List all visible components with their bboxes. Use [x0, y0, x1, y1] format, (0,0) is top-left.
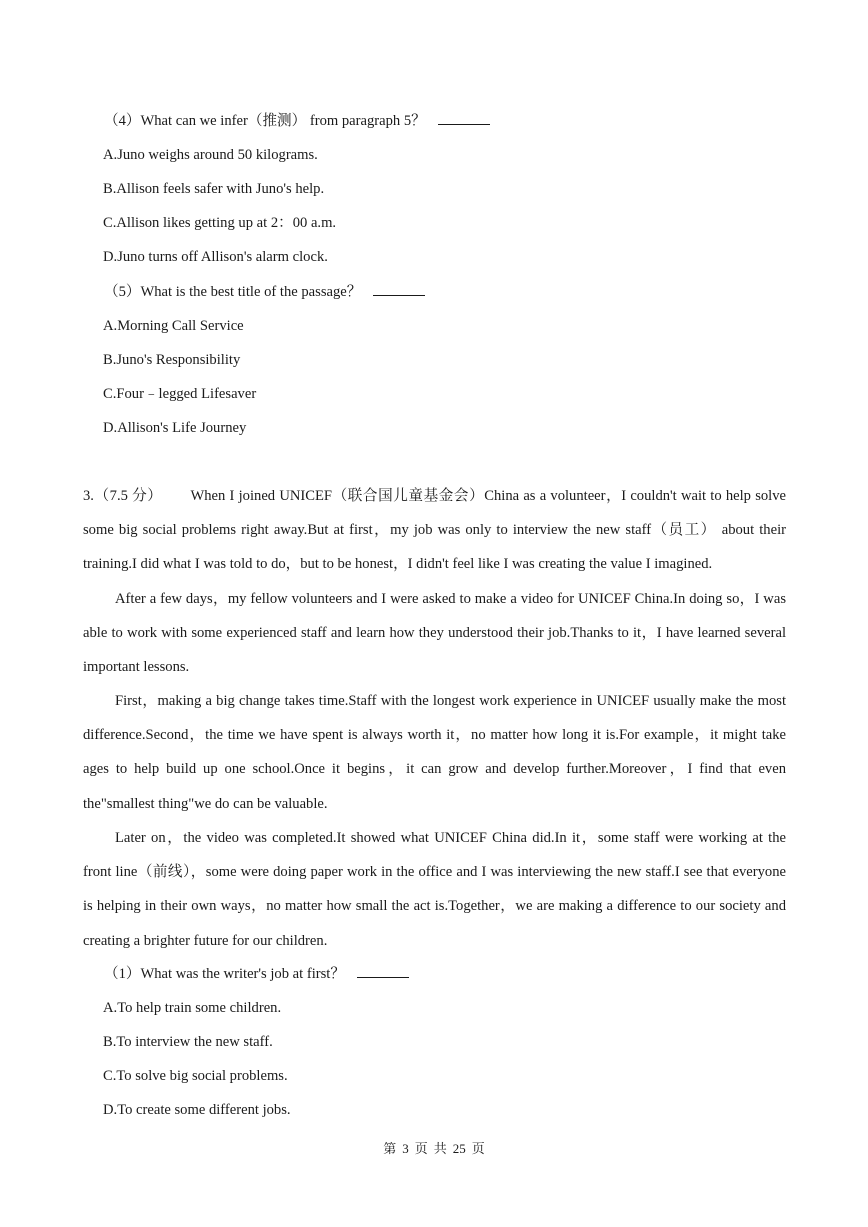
- question-5-option-b: B.Juno's Responsibility: [103, 352, 241, 368]
- question-number: 3.（7.5 分）: [83, 488, 163, 504]
- question-4-option-d: D.Juno turns off Allison's alarm clock.: [103, 249, 328, 265]
- question-1-option-d: D.To create some different jobs.: [103, 1102, 291, 1118]
- question-4-option-b: B.Allison feels safer with Juno's help.: [103, 181, 325, 197]
- page-footer: [0, 1139, 868, 1159]
- question-5-text: （5）What is the best title of the passage？: [104, 284, 362, 300]
- question-1-option-a: A.To help train some children.: [103, 1000, 282, 1016]
- question-4-text: （4）What can we infer（推测） from paragraph 5？: [104, 113, 426, 129]
- passage-3-paragraph-1: [83, 479, 786, 582]
- question-1-text: （1）What was the writer's job at first？: [104, 966, 345, 982]
- question-5-option-c: C.Four﹣legged Lifesaver: [103, 386, 257, 402]
- question-4-stem: [104, 111, 490, 131]
- question-4-option-a: A.Juno weighs around 50 kilograms.: [103, 147, 318, 163]
- question-5-option-a: A.Morning Call Service: [103, 318, 244, 334]
- question-1-option-c: C.To solve big social problems.: [103, 1068, 288, 1084]
- footer-ye: 页: [414, 1141, 428, 1156]
- answer-blank: [373, 282, 425, 296]
- current-page-number: 3: [402, 1141, 409, 1156]
- paragraph-text: When I joined UNICEF（联合国儿童基金会）China as a volunteer，I couldn't wait to help solve some big social problems right away.But at first，my job was only to interview the new staff（员工） about their training.I did what I was told to do，but to be honest，I didn't feel like I was creating the value I imagined.: [83, 488, 787, 573]
- footer-gong: 共: [433, 1141, 447, 1156]
- answer-blank: [438, 111, 490, 125]
- question-1-stem: [104, 964, 409, 984]
- footer-ye-2: 页: [471, 1141, 485, 1156]
- question-5-option-d: D.Allison's Life Journey: [103, 420, 247, 436]
- question-1-option-b: B.To interview the new staff.: [103, 1034, 273, 1050]
- passage-3-paragraph-3: First，making a big change takes time.Staff with the longest work experience in UNICEF usually make the most difference.Second，the time we have spent is always worth it，no matter how long it is.For example，it might take ages to help build up one school.Once it begins，it can grow and develop further.Moreover，I find that even the"smallest thing"we do can be valuable.: [83, 693, 786, 812]
- footer-di: 第: [383, 1141, 397, 1156]
- question-5-stem: [104, 282, 425, 302]
- total-pages-number: 25: [452, 1141, 466, 1156]
- passage-3-paragraph-2: After a few days，my fellow volunteers and I were asked to make a video for UNICEF China.In doing so，I was able to work with some experienced staff and learn how they understood their job.Thanks to it，I have learned several important lessons.: [83, 591, 786, 676]
- passage-3-paragraph-4: Later on，the video was completed.It showed what UNICEF China did.In it，some staff were working at the front line（前线），some were doing paper work in the office and I was interviewing the new staff.I see that everyone is helping in their own ways，no matter how small the act is.Together，we are making a difference to our society and creating a brighter future for our children.: [83, 830, 786, 949]
- question-4-option-c: C.Allison likes getting up at 2：00 a.m.: [103, 215, 337, 231]
- answer-blank: [357, 964, 409, 978]
